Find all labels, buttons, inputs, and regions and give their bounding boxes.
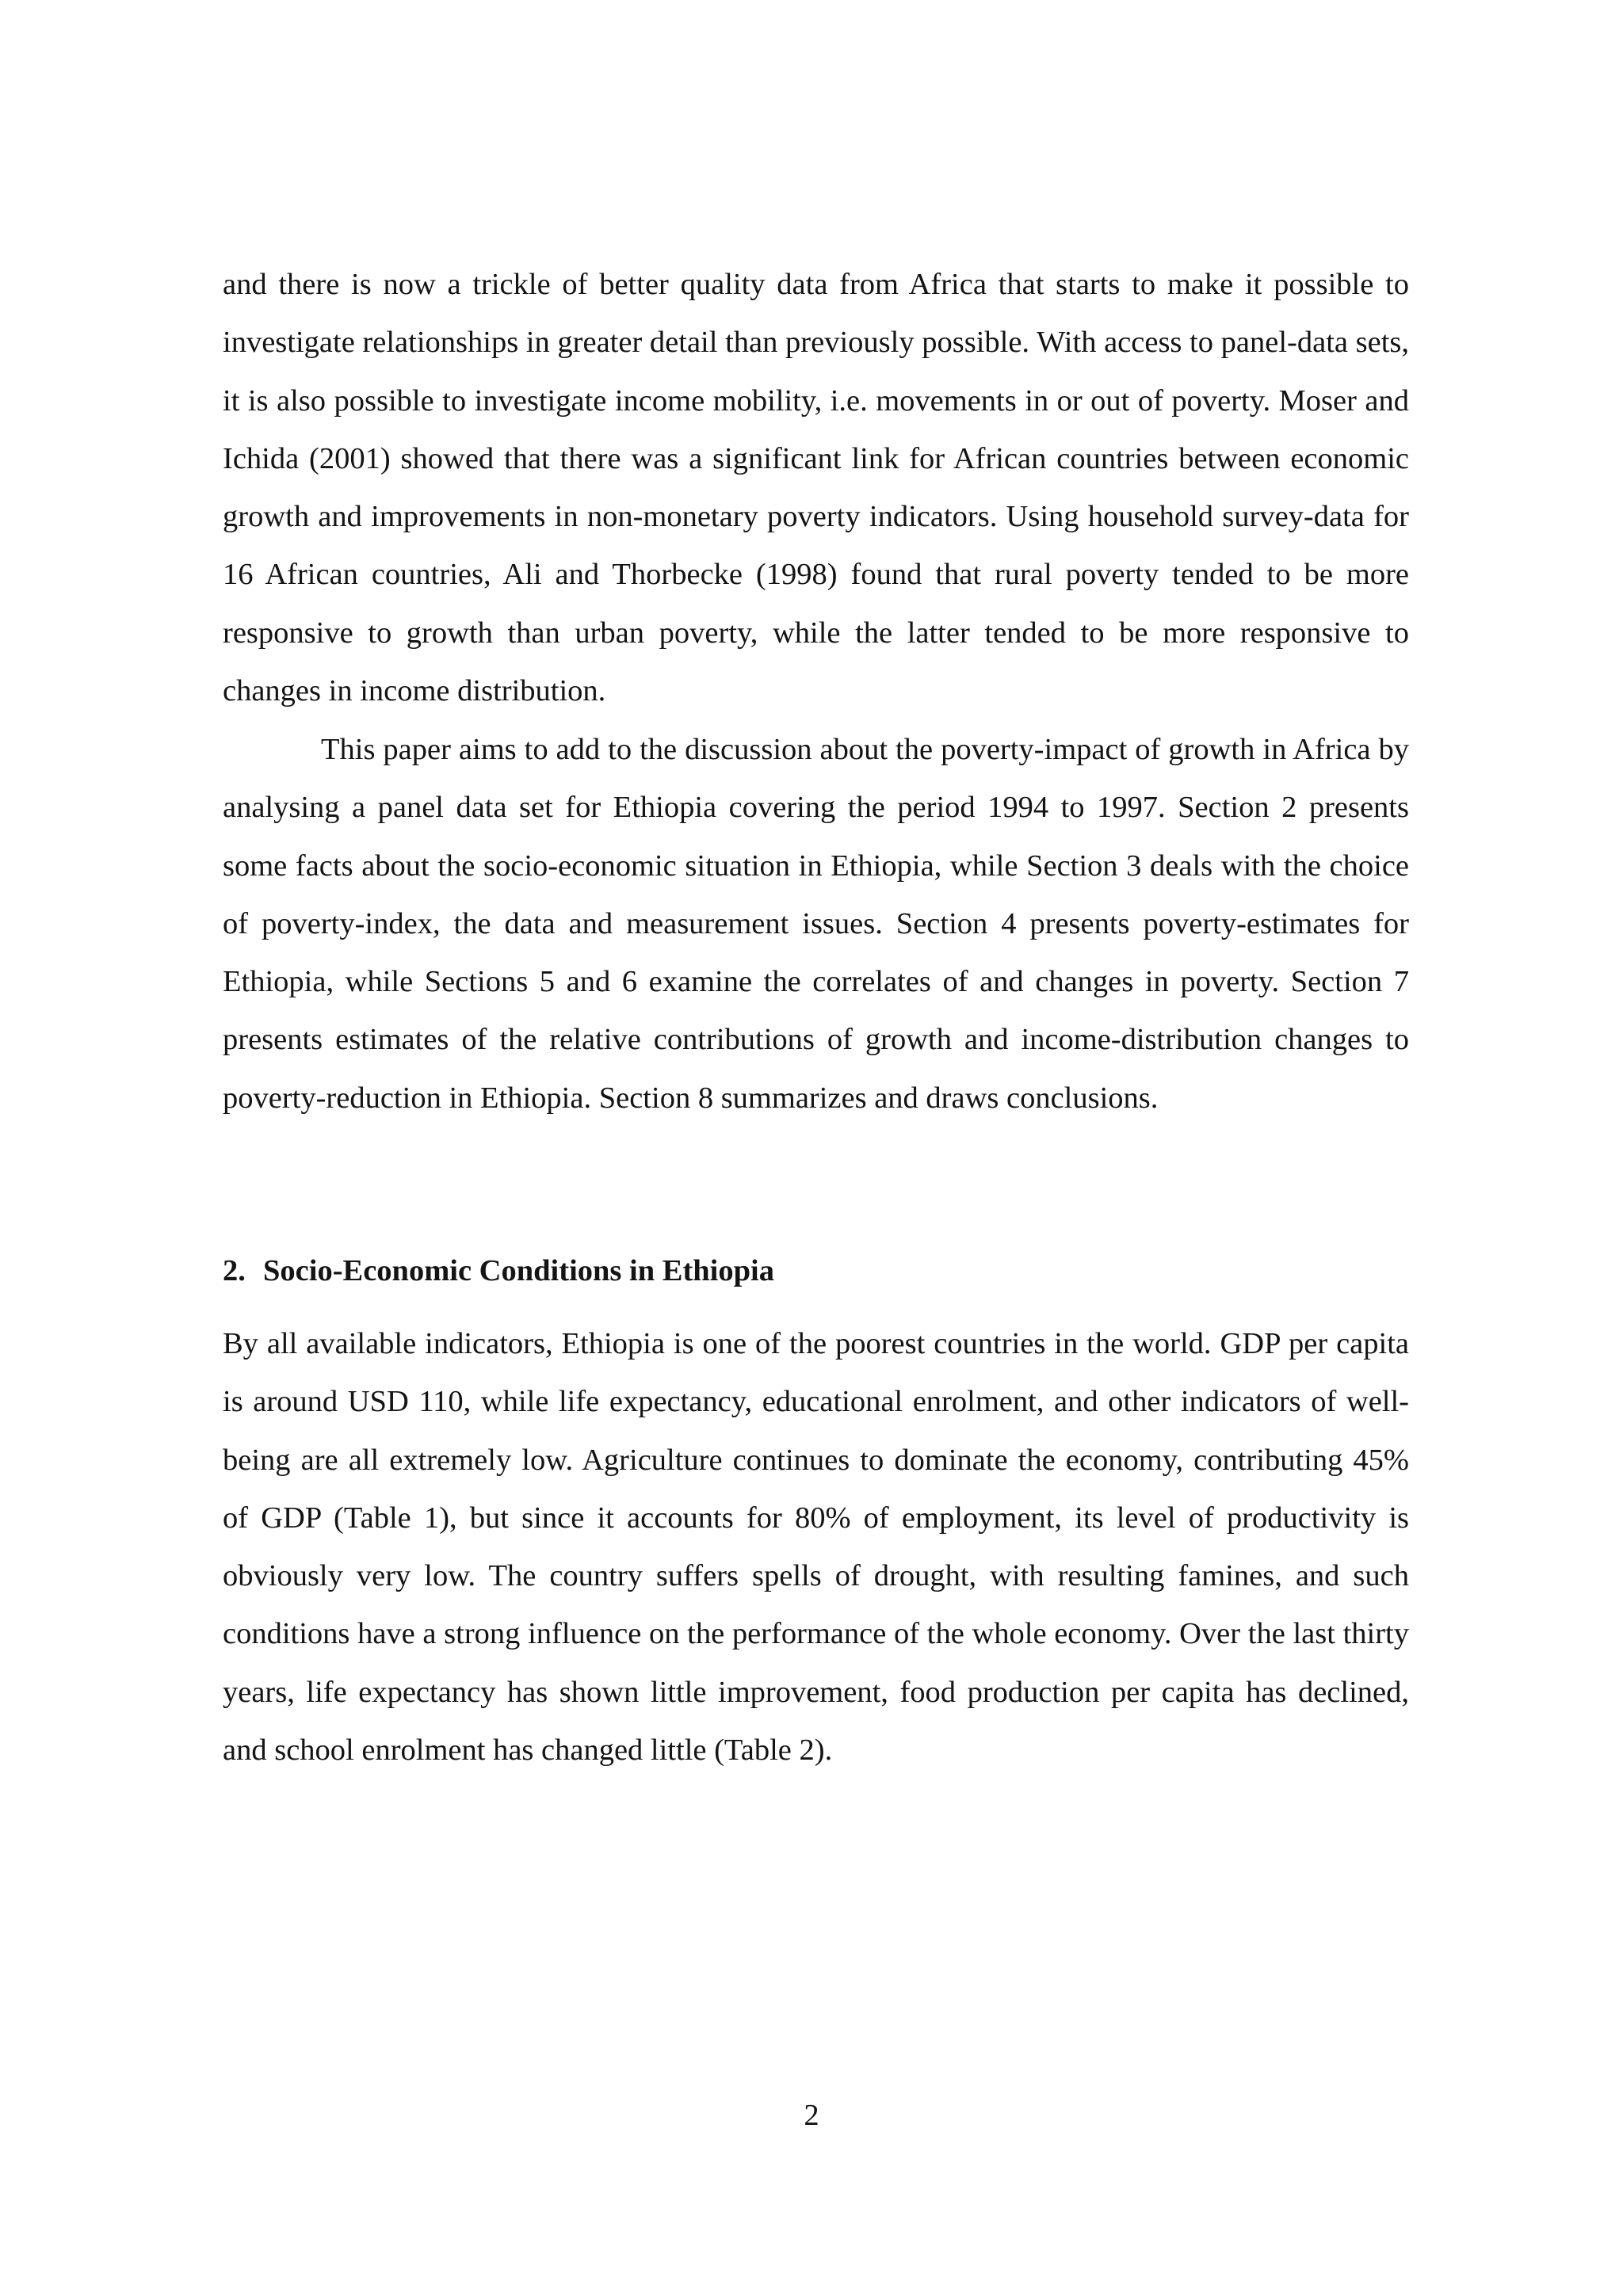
paragraph-paper-aims-text: This paper aims to add to the discussion about the poverty-impact of growth in Africa by analysing a panel data set for Ethiopia covering the period 1994 to 1997. Section 2 presents some facts about the socio-economic situation in Ethiopia, while Section 3 deals with the choice of poverty-index, the data and measurement issues. Section 4 presents poverty-estimates for Ethiopia, while Sections 5 and 6 examine the correlates of and changes in poverty. Section 7 presents estimates of the relative contributions of growth and income-distribution changes to poverty-reduction in Ethiopia. Section 8 summarizes and draws conclusions. (223, 733, 1409, 1115)
paragraph-paper-aims (223, 721, 1409, 1127)
section-title: Socio-Economic Conditions in Ethiopia (263, 1254, 774, 1287)
section-heading (223, 1242, 774, 1300)
paragraph-socio-economic-text: By all available indicators, Ethiopia is one of the poorest countries in the world. GDP per capita is around USD 110, while life expectancy, educational enrolment, and other indicators of well-being are all extremely low. Agriculture continues to dominate the economy, contributing 45% of GDP (Table 1), but since it accounts for 80% of employment, its level of productivity is obviously very low. The country suffers spells of drought, with resulting famines, and such conditions have a strong influence on the performance of the whole economy. Over the last thirty years, life expectancy has shown little improvement, food production per capita has declined, and school enrolment has changed little (Table 2). (223, 1327, 1409, 1768)
paragraph-continuation-text: and there is now a trickle of better quality data from Africa that starts to make it possible to investigate relationships in greater detail than previously possible. With access to panel-data sets, it is also possible to investigate income mobility, i.e. movements in or out of poverty. Moser and Ichida (2001) showed that there was a significant link for African countries between economic growth and improvements in non-monetary poverty indicators. Using household survey-data for 16 African countries, Ali and Thorbecke (1998) found that rural poverty tended to be more responsive to growth than urban poverty, while the latter tended to be more responsive to changes in income distribution. (223, 268, 1409, 708)
section-number: 2. (223, 1254, 246, 1287)
paragraph-socio-economic (223, 1315, 1409, 1779)
page-number: 2 (804, 2099, 819, 2132)
paragraph-continuation (223, 256, 1409, 720)
